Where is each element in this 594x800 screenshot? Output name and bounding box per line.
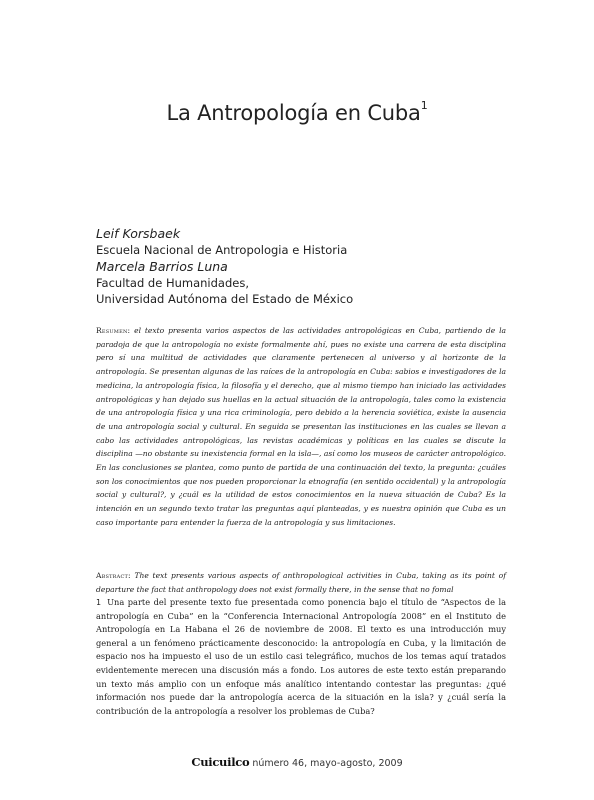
abstract-english <box>96 569 506 596</box>
title-text: La Antropología en Cuba <box>166 101 421 125</box>
title-footnote-mark[interactable]: 1 <box>420 99 428 112</box>
abstract-spanish <box>96 324 506 530</box>
author-affiliation-1: Escuela Nacional de Antropologia e Historia <box>96 243 348 257</box>
abstract-en-text: The text presents various aspects of anthropological activities in Cuba, taking as its point of departure the fact that anthropology does not exist formally there, in the sense that no fomal <box>96 571 506 594</box>
author-affiliation-2b: Universidad Autónoma del Estado de México <box>96 292 354 306</box>
page-footer <box>0 755 594 769</box>
abstract-es-text: el texto presenta varios aspectos de las actividades antropológicas en Cuba, partiendo de la paradoja de que la antropología no existe formalmente ahí, pues no existe una carrera de esta disciplina pero sí una multitud de actividades que claramente pertenecen al universo y al horizonte de la antropología. Se presentan algunas de las raíces de la antropología en Cuba: sabios e investigadores de la medicina, la antropología física, la filosofía y el derecho, que al mismo tiempo han iniciado las actividades antropológicas y han dejado sus huellas en la actual situación de la antropología, tales como la existencia de una antropología física y una rica criminología, pero debido a la herencia soviética, existe la ausencia de una antropología social y cultural. En seguida se presentan las instituciones en las cuales se llevan a cabo las actividades antropológicas, las revistas académicas y políticas en las cuales se discute la disciplina —no obstante su inexistencia formal en la isla—, así como los museos de carácter antropológico. En las conclusiones se plantea, como punto de partida de una continuación del texto, la pregunta: ¿cuáles son los conocimientos que nos pueden proporcionar la etnografía (en sentido occidental) y la antropología social y cultural?, y ¿cuál es la utilidad de estos conocimientos en la nueva situación de Cuba? Es la intención en un segundo texto tratar las preguntas aquí planteadas, y es nuestra opinión que Cuba es un caso importante para entender la fuerza de la antropología y sus limitaciones. <box>96 326 506 527</box>
journal-logo: Cuicuilco <box>191 755 250 769</box>
footnote <box>96 596 506 718</box>
abstract-en-label: Abstract: <box>96 571 131 580</box>
author-affiliation-2a: Facultad de Humanidades, <box>96 276 249 290</box>
abstract-es-label: Resumen: <box>96 326 131 335</box>
article-title <box>0 101 594 125</box>
footnote-mark: 1 <box>96 598 102 607</box>
authors-block <box>96 225 516 307</box>
author-name-1: Leif Korsbaek <box>96 226 181 241</box>
footnote-text: Una parte del presente texto fue presentada como ponencia bajo el título de “Aspectos de la antropología en Cuba” en la “Conferencia Internacional Antropología 2008” en el Instituto de Antropología en La Habana el 26 de noviembre de 2008. El texto es una introducción muy general a un fenómeno prácticamente desconocido: la antropología en Cuba, y la limitación de espacio nos ha impuesto el uso de un estilo casi telegráfico, muchos de los temas aquí tratados evidentemente merecen una discusión más a fondo. Los autores de este texto están preparando un texto más amplio con un enfoque más analítico intentando contestar las preguntas: ¿qué información nos puede dar la antropología acerca de la situación en la isla? y ¿cuál sería la contribución de la antropología a resolver los problemas de Cuba? <box>96 597 506 716</box>
issue-info: número 46, mayo-agosto, 2009 <box>252 758 403 769</box>
author-name-2: Marcela Barrios Luna <box>96 259 228 274</box>
